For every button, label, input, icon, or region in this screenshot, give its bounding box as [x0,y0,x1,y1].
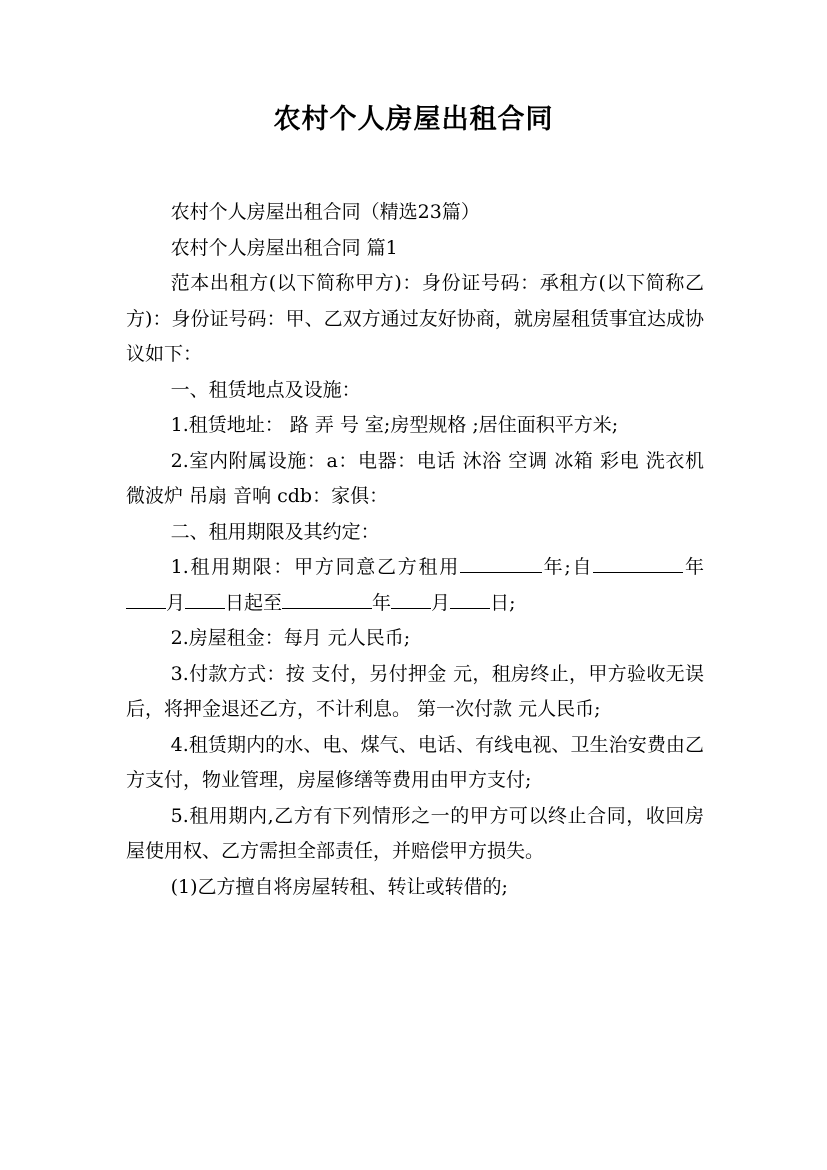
paragraph-rental-address: 1.租赁地址： 路 弄 号 室;房型规格 ;居住面积平方米; [170,414,619,436]
blank-years [460,554,542,573]
paragraph-parties: 范本出租方(以下简称甲方)：身份证号码：承租方(以下简称乙方)：身份证号码：甲、乙双方通过友好协商，就房屋租赁事宜达成协议如下： [126,272,704,365]
paragraph-clause-one-heading: 一、租赁地点及设施： [170,378,361,401]
blank-end-day [450,589,490,608]
blank-start-day [185,589,225,608]
paragraph-payment: 3.付款方式：按 支付，另付押金 元，租房终止，甲方验收无误后，将押金退还乙方，不计利息。 第一次付款 元人民币; [126,662,704,720]
blank-start-month [126,589,166,608]
term-text-5: 日起至 [225,591,283,614]
paragraph-clause-two-heading: 二、租用期限及其约定： [170,520,380,543]
blank-end-month [391,589,431,608]
document-title: 农村个人房屋出租合同 [273,104,554,135]
term-text-6: 年 [372,591,392,614]
term-text-8: 日; [490,591,516,614]
term-text-4: 月 [166,591,186,614]
blank-start-year [593,554,683,573]
document-body [126,195,704,905]
term-text-2: 年;自 [541,556,594,578]
term-text-3: 年 [683,556,704,578]
paragraph-section-heading: 农村个人房屋出租合同 篇1 [170,236,398,259]
blank-end-year [282,589,372,608]
paragraph-rental-term [126,550,704,621]
term-text-1: 1.租用期限：甲方同意乙方租用 [170,556,460,578]
paragraph-sublet-item: (1)乙方擅自将房屋转租、转让或转借的; [170,875,508,898]
paragraph-rent: 2.房屋租金：每月 元人民币; [170,627,411,649]
paragraph-subtitle: 农村个人房屋出租合同（精选23篇） [170,201,480,223]
term-text-7: 月 [431,591,451,614]
paragraph-utilities: 4.租赁期内的水、电、煤气、电话、有线电视、卫生治安费由乙方支付，物业管理，房屋修缮等费用由甲方支付; [126,733,704,791]
paragraph-termination: 5.租用期内,乙方有下列情形之一的甲方可以终止合同，收回房屋使用权、乙方需担全部责任，并赔偿甲方损失。 [126,804,704,862]
paragraph-facilities: 2.室内附属设施：a：电器：电话 沐浴 空调 冰箱 彩电 洗衣机 微波炉 吊扇 音响 cdb：家俱： [126,449,704,507]
